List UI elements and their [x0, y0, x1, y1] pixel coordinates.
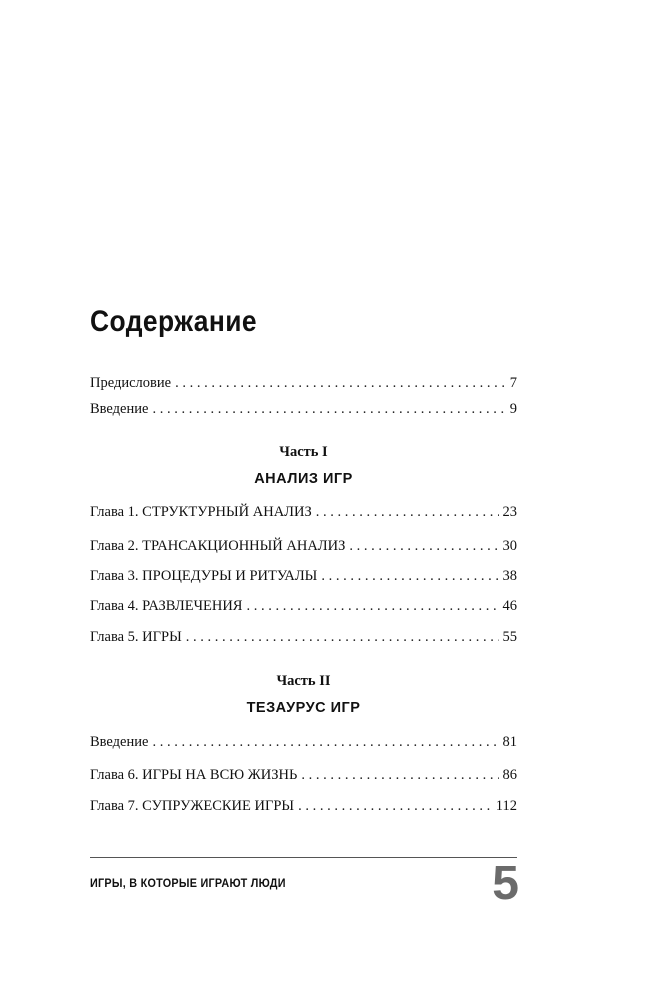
toc-entry-label: Глава 6. ИГРЫ НА ВСЮ ЖИЗНЬ [90, 767, 298, 783]
toc-entry-page: 30 [502, 538, 517, 554]
part-1-label: Часть I [279, 444, 328, 460]
dot-leader [175, 374, 506, 392]
toc-entry-label: Глава 3. ПРОЦЕДУРЫ И РИТУАЛЫ [90, 568, 318, 584]
toc-entry-chapter-5[interactable] [90, 628, 517, 646]
toc-entry-chapter-7[interactable] [90, 797, 517, 815]
part-2-label: Часть II [276, 673, 331, 689]
toc-entry-label: Глава 1. СТРУКТУРНЫЙ АНАЛИЗ [90, 504, 312, 520]
toc-entry-page: 9 [509, 401, 517, 417]
toc-entry-page: 38 [502, 568, 517, 584]
toc-entry-introduction[interactable] [90, 400, 517, 418]
part-1-title: АНАЛИЗ ИГР [254, 471, 353, 487]
toc-entry-chapter-1[interactable] [90, 503, 517, 521]
toc-entry-chapter-3[interactable] [90, 567, 517, 585]
toc-entry-label: Введение [90, 401, 149, 417]
toc-entry-page: 81 [502, 734, 517, 750]
dot-leader [321, 567, 498, 585]
toc-entry-page: 46 [502, 598, 517, 614]
toc-entry-label: Предисловие [90, 375, 172, 391]
toc-entry-page: 55 [502, 629, 517, 645]
toc-entry-label: Глава 5. ИГРЫ [90, 629, 182, 645]
dot-leader [298, 797, 492, 815]
dot-leader [152, 400, 505, 418]
toc-entry-page: 86 [502, 767, 517, 783]
dot-leader [152, 733, 498, 751]
toc-entry-label: Глава 7. СУПРУЖЕСКИЕ ИГРЫ [90, 798, 295, 814]
toc-entry-label: Глава 4. РАЗВЛЕЧЕНИЯ [90, 598, 243, 614]
part-2-title: ТЕЗАУРУС ИГР [246, 700, 361, 716]
dot-leader [349, 537, 498, 555]
page-number: 5 [492, 857, 519, 910]
footer-rule [90, 857, 517, 858]
running-footer-title: ИГРЫ, В КОТОРЫЕ ИГРАЮТ ЛЮДИ [90, 876, 286, 890]
toc-entry-preface[interactable] [90, 374, 517, 392]
contents-heading: Содержание [90, 305, 258, 338]
toc-entry-page: 7 [509, 375, 517, 391]
dot-leader [301, 766, 498, 784]
toc-entry-chapter-6[interactable] [90, 766, 517, 784]
toc-entry-page: 23 [502, 504, 517, 520]
toc-entry-label: Глава 2. ТРАНСАКЦИОННЫЙ АНАЛИЗ [90, 538, 346, 554]
dot-leader [186, 628, 499, 646]
dot-leader [246, 597, 498, 615]
toc-entry-chapter-2[interactable] [90, 537, 517, 555]
dot-leader [316, 503, 499, 521]
toc-entry-chapter-4[interactable] [90, 597, 517, 615]
toc-entry-page: 112 [495, 798, 517, 814]
toc-entry-label: Введение [90, 734, 149, 750]
toc-entry-part-2-introduction[interactable] [90, 733, 517, 751]
